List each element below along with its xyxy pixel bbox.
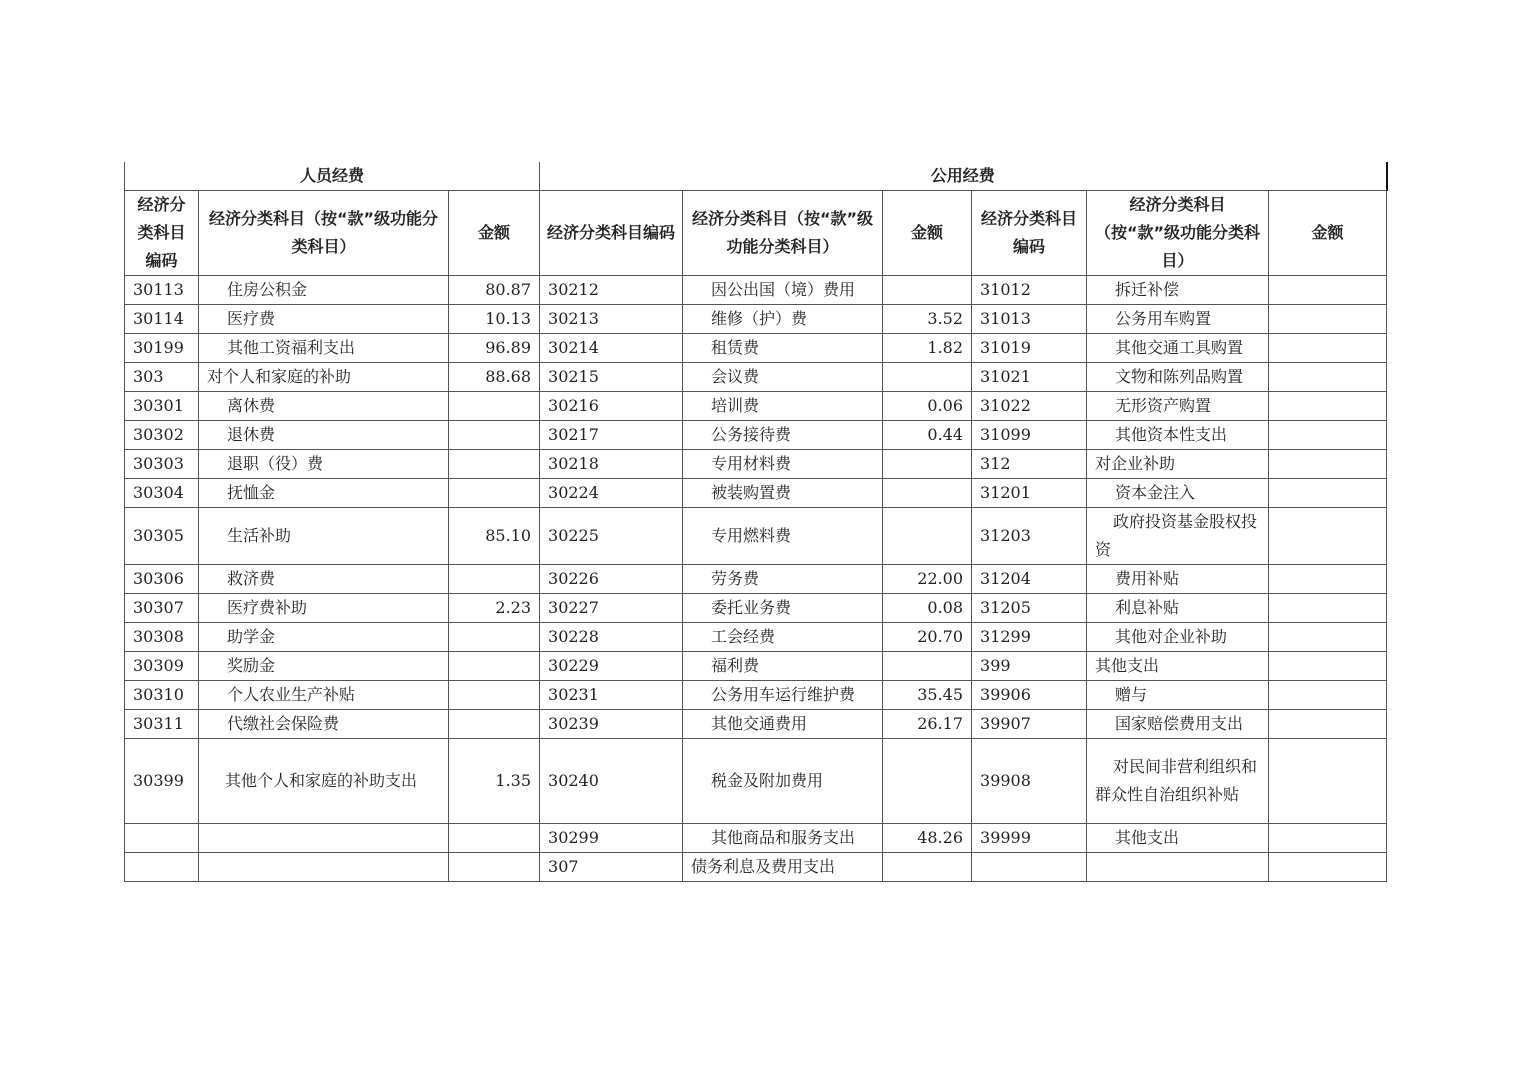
- code-cell: 31203: [972, 508, 1087, 565]
- code-cell: 31099: [972, 421, 1087, 450]
- table-row: [125, 363, 1387, 392]
- name-cell: 公务用车购置: [1087, 305, 1269, 334]
- code-cell: 30231: [540, 681, 683, 710]
- header-name-c: 经济分类科目（按“款”级功能分类科目）: [1087, 191, 1269, 276]
- amount-cell: 2.23: [449, 594, 540, 623]
- code-cell: 30307: [125, 594, 199, 623]
- amount-cell: 20.70: [883, 623, 972, 652]
- name-cell: 其他商品和服务支出: [683, 824, 883, 853]
- table-row: [125, 450, 1387, 479]
- table-row: [125, 710, 1387, 739]
- code-cell: 312: [972, 450, 1087, 479]
- expense-table: [124, 162, 1388, 882]
- code-cell: 31022: [972, 392, 1087, 421]
- name-cell: 医疗费补助: [199, 594, 449, 623]
- code-cell: 39999: [972, 824, 1087, 853]
- amount-cell: [883, 450, 972, 479]
- amount-cell: 96.89: [449, 334, 540, 363]
- name-cell: 被装购置费: [683, 479, 883, 508]
- name-cell: 其他支出: [1087, 824, 1269, 853]
- code-cell: 30199: [125, 334, 199, 363]
- name-cell: 税金及附加费用: [683, 739, 883, 824]
- amount-cell: [1269, 421, 1387, 450]
- code-cell: 30305: [125, 508, 199, 565]
- header-code-b: 经济分类科目编码: [540, 191, 683, 276]
- amount-cell: 0.08: [883, 594, 972, 623]
- code-cell: 30229: [540, 652, 683, 681]
- name-cell: 其他个人和家庭的补助支出: [199, 739, 449, 824]
- header-code-c: 经济分类科目编码: [972, 191, 1087, 276]
- table-row: [125, 305, 1387, 334]
- header-amount-c: 金额: [1269, 191, 1387, 276]
- name-cell: 其他交通费用: [683, 710, 883, 739]
- amount-cell: [1269, 479, 1387, 508]
- table-row: [125, 508, 1387, 565]
- amount-cell: [1269, 565, 1387, 594]
- amount-cell: [449, 652, 540, 681]
- name-cell: 培训费: [683, 392, 883, 421]
- name-cell: 救济费: [199, 565, 449, 594]
- amount-cell: [1269, 594, 1387, 623]
- table-row: [125, 739, 1387, 824]
- code-cell: [125, 853, 199, 882]
- amount-cell: 22.00: [883, 565, 972, 594]
- amount-cell: [449, 479, 540, 508]
- code-cell: 31201: [972, 479, 1087, 508]
- code-cell: 30228: [540, 623, 683, 652]
- name-cell: 医疗费: [199, 305, 449, 334]
- name-cell: 其他交通工具购置: [1087, 334, 1269, 363]
- table-row: [125, 652, 1387, 681]
- name-cell: 专用材料费: [683, 450, 883, 479]
- code-cell: 39908: [972, 739, 1087, 824]
- name-cell: 拆迁补偿: [1087, 276, 1269, 305]
- header-code-a: 经济分类科目编码: [125, 191, 199, 276]
- amount-cell: 1.35: [449, 739, 540, 824]
- table-row: [125, 276, 1387, 305]
- name-cell: 退职（役）费: [199, 450, 449, 479]
- code-cell: 30113: [125, 276, 199, 305]
- code-cell: 31012: [972, 276, 1087, 305]
- code-cell: 399: [972, 652, 1087, 681]
- code-cell: 30215: [540, 363, 683, 392]
- header-amount-b: 金额: [883, 191, 972, 276]
- name-cell: 维修（护）费: [683, 305, 883, 334]
- amount-cell: [883, 508, 972, 565]
- amount-cell: [1269, 363, 1387, 392]
- amount-cell: 80.87: [449, 276, 540, 305]
- name-cell: 工会经费: [683, 623, 883, 652]
- name-cell: 无形资产购置: [1087, 392, 1269, 421]
- name-cell: 福利费: [683, 652, 883, 681]
- code-cell: 30213: [540, 305, 683, 334]
- table-row: [125, 853, 1387, 882]
- amount-cell: [1269, 508, 1387, 565]
- amount-cell: [1269, 276, 1387, 305]
- table-row: [125, 681, 1387, 710]
- code-cell: 30216: [540, 392, 683, 421]
- code-cell: 30114: [125, 305, 199, 334]
- code-cell: 30309: [125, 652, 199, 681]
- amount-cell: [449, 824, 540, 853]
- name-cell: 代缴社会保险费: [199, 710, 449, 739]
- name-cell: 利息补贴: [1087, 594, 1269, 623]
- amount-cell: 26.17: [883, 710, 972, 739]
- header-amount-a: 金额: [449, 191, 540, 276]
- name-cell: 租赁费: [683, 334, 883, 363]
- code-cell: 30299: [540, 824, 683, 853]
- code-cell: 30226: [540, 565, 683, 594]
- amount-cell: [883, 853, 972, 882]
- name-cell: 其他对企业补助: [1087, 623, 1269, 652]
- amount-cell: 0.06: [883, 392, 972, 421]
- name-cell: 政府投资基金股权投资: [1087, 508, 1269, 565]
- name-cell: 因公出国（境）费用: [683, 276, 883, 305]
- name-cell: 生活补助: [199, 508, 449, 565]
- amount-cell: 48.26: [883, 824, 972, 853]
- amount-cell: [883, 652, 972, 681]
- name-cell: 费用补贴: [1087, 565, 1269, 594]
- amount-cell: [883, 276, 972, 305]
- table-row: [125, 623, 1387, 652]
- amount-cell: [1269, 824, 1387, 853]
- header-name-a: 经济分类科目（按“款”级功能分类科目）: [199, 191, 449, 276]
- amount-cell: 10.13: [449, 305, 540, 334]
- name-cell: [199, 824, 449, 853]
- name-cell: 专用燃料费: [683, 508, 883, 565]
- amount-cell: [883, 739, 972, 824]
- amount-cell: [1269, 652, 1387, 681]
- name-cell: 住房公积金: [199, 276, 449, 305]
- code-cell: 31205: [972, 594, 1087, 623]
- code-cell: 30212: [540, 276, 683, 305]
- amount-cell: [1269, 681, 1387, 710]
- code-cell: 30214: [540, 334, 683, 363]
- code-cell: 30311: [125, 710, 199, 739]
- code-cell: 39906: [972, 681, 1087, 710]
- amount-cell: [449, 710, 540, 739]
- code-cell: 31013: [972, 305, 1087, 334]
- amount-cell: 0.44: [883, 421, 972, 450]
- amount-cell: [449, 421, 540, 450]
- name-cell: 公务用车运行维护费: [683, 681, 883, 710]
- code-cell: 31019: [972, 334, 1087, 363]
- group-header-row: [125, 162, 1387, 191]
- name-cell: 对民间非营利组织和群众性自治组织补贴: [1087, 739, 1269, 824]
- header-name-b: 经济分类科目（按“款”级功能分类科目）: [683, 191, 883, 276]
- amount-cell: [449, 450, 540, 479]
- name-cell: 国家赔偿费用支出: [1087, 710, 1269, 739]
- amount-cell: 3.52: [883, 305, 972, 334]
- code-cell: 30306: [125, 565, 199, 594]
- code-cell: 30227: [540, 594, 683, 623]
- amount-cell: 88.68: [449, 363, 540, 392]
- amount-cell: [449, 392, 540, 421]
- amount-cell: [1269, 392, 1387, 421]
- name-cell: [1087, 853, 1269, 882]
- code-cell: 30218: [540, 450, 683, 479]
- amount-cell: [1269, 739, 1387, 824]
- name-cell: 委托业务费: [683, 594, 883, 623]
- name-cell: 其他资本性支出: [1087, 421, 1269, 450]
- table-row: [125, 392, 1387, 421]
- name-cell: 赠与: [1087, 681, 1269, 710]
- amount-cell: [449, 565, 540, 594]
- code-cell: 30302: [125, 421, 199, 450]
- name-cell: 会议费: [683, 363, 883, 392]
- name-cell: [199, 853, 449, 882]
- code-cell: 39907: [972, 710, 1087, 739]
- table-row: [125, 824, 1387, 853]
- code-cell: 30301: [125, 392, 199, 421]
- amount-cell: [1269, 450, 1387, 479]
- code-cell: 30399: [125, 739, 199, 824]
- amount-cell: [1269, 334, 1387, 363]
- amount-cell: [1269, 710, 1387, 739]
- amount-cell: 1.82: [883, 334, 972, 363]
- amount-cell: [883, 363, 972, 392]
- code-cell: 30304: [125, 479, 199, 508]
- amount-cell: [1269, 305, 1387, 334]
- name-cell: 劳务费: [683, 565, 883, 594]
- name-cell: 助学金: [199, 623, 449, 652]
- code-cell: 30310: [125, 681, 199, 710]
- code-cell: 30240: [540, 739, 683, 824]
- name-cell: 奖励金: [199, 652, 449, 681]
- name-cell: 个人农业生产补贴: [199, 681, 449, 710]
- code-cell: 31299: [972, 623, 1087, 652]
- name-cell: 退休费: [199, 421, 449, 450]
- name-cell: 其他支出: [1087, 652, 1269, 681]
- code-cell: 30224: [540, 479, 683, 508]
- amount-cell: [449, 681, 540, 710]
- code-cell: 30303: [125, 450, 199, 479]
- code-cell: 30225: [540, 508, 683, 565]
- table-row: [125, 594, 1387, 623]
- name-cell: 其他工资福利支出: [199, 334, 449, 363]
- table-row: [125, 479, 1387, 508]
- name-cell: 抚恤金: [199, 479, 449, 508]
- amount-cell: [449, 623, 540, 652]
- amount-cell: [1269, 853, 1387, 882]
- code-cell: 30239: [540, 710, 683, 739]
- amount-cell: [883, 479, 972, 508]
- name-cell: 资本金注入: [1087, 479, 1269, 508]
- column-header-row: [125, 191, 1387, 276]
- code-cell: [972, 853, 1087, 882]
- amount-cell: 85.10: [449, 508, 540, 565]
- code-cell: 31021: [972, 363, 1087, 392]
- name-cell: 债务利息及费用支出: [683, 853, 883, 882]
- table-row: [125, 334, 1387, 363]
- group-personnel: 人员经费: [125, 162, 540, 191]
- code-cell: 307: [540, 853, 683, 882]
- amount-cell: [1269, 623, 1387, 652]
- name-cell: 公务接待费: [683, 421, 883, 450]
- name-cell: 离休费: [199, 392, 449, 421]
- name-cell: 文物和陈列品购置: [1087, 363, 1269, 392]
- table-row: [125, 421, 1387, 450]
- code-cell: 30217: [540, 421, 683, 450]
- group-public: 公用经费: [540, 162, 1387, 191]
- code-cell: [125, 824, 199, 853]
- code-cell: 30308: [125, 623, 199, 652]
- name-cell: 对个人和家庭的补助: [199, 363, 449, 392]
- code-cell: 303: [125, 363, 199, 392]
- code-cell: 31204: [972, 565, 1087, 594]
- name-cell: 对企业补助: [1087, 450, 1269, 479]
- table-row: [125, 565, 1387, 594]
- amount-cell: [449, 853, 540, 882]
- amount-cell: 35.45: [883, 681, 972, 710]
